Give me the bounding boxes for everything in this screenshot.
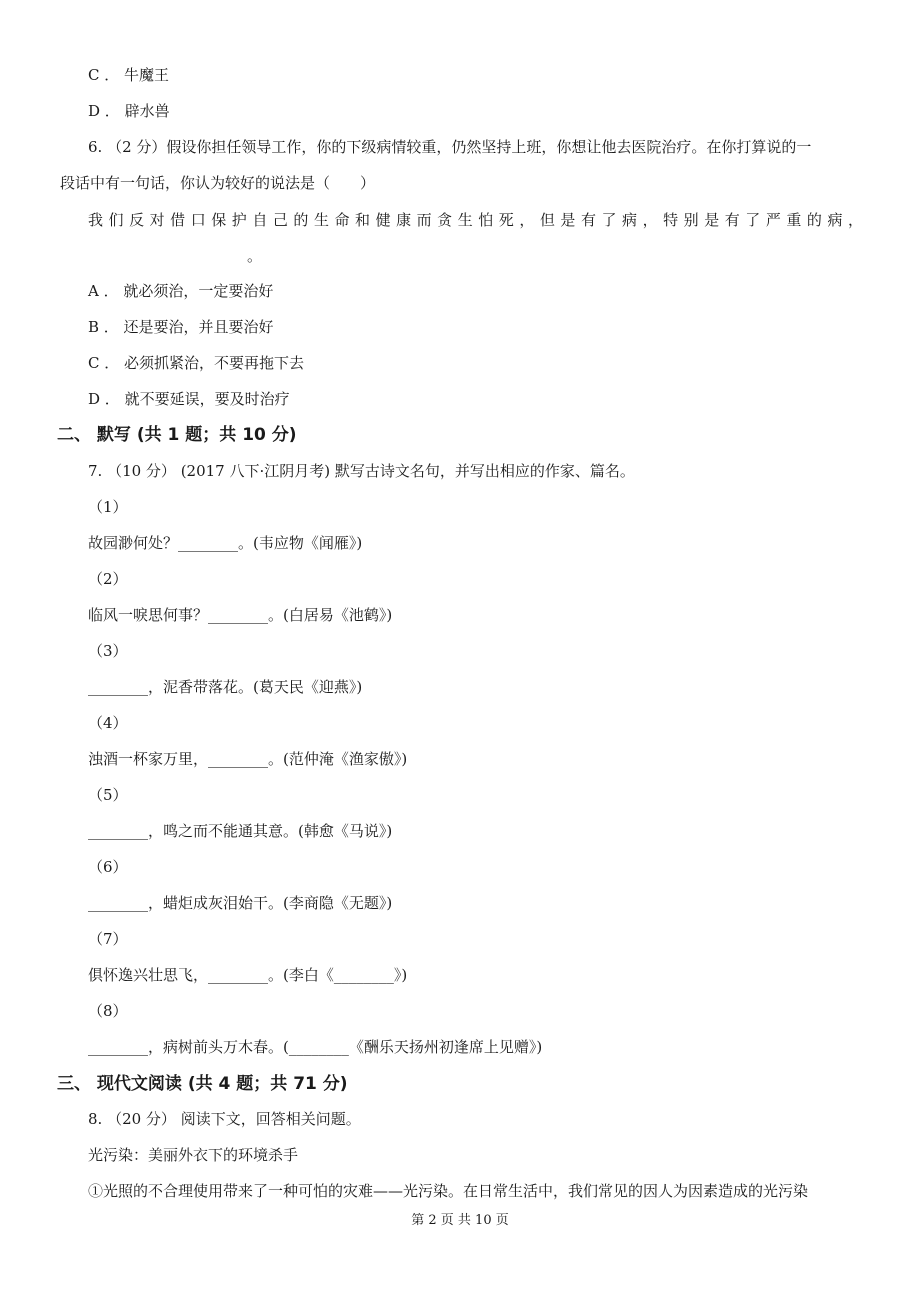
q7-sub-2-number: （2） [88,570,128,588]
q6-option-a: A ． 就必须治，一定要治好 [88,282,274,300]
q7-sub-7-number: （7） [88,930,128,948]
page-footer: 第 2 页 共 10 页 [411,1213,509,1228]
q7-sub-2-text: 临风一唳思何事？________。(白居易《池鹤》) [88,606,393,624]
q6-option-b: B ． 还是要治，并且要治好 [88,318,274,336]
q6-passage-line-2: 。 [247,247,263,265]
q7-sub-6-text: ________，蜡炬成灰泪始干。(李商隐《无题》) [88,894,393,912]
section-3-heading: 三、 现代文阅读 (共 4 题；共 71 分) [57,1074,348,1094]
q6-stem-line-2: 段话中有一句话，你认为较好的说法是（ ） [60,174,376,192]
q7-sub-8-number: （8） [88,1002,128,1020]
q7-sub-7-text: 俱怀逸兴壮思飞，________。(李白《________》) [88,966,408,984]
q6-option-c: C ． 必须抓紧治，不要再拖下去 [88,354,305,372]
q6-stem-line-1: 6. （2 分）假设你担任领导工作，你的下级病情较重，仍然坚持上班，你想让他去医院治疗。在你打算说的一 [88,138,812,156]
q7-sub-4-number: （4） [88,714,128,732]
q6-option-d: D ． 就不要延误，要及时治疗 [88,390,290,408]
q7-sub-3-text: ________，泥香带落花。(葛天民《迎燕》) [88,678,363,696]
q7-sub-8-text: ________，病树前头万木春。(________《酬乐天扬州初逢席上见赠》) [88,1038,543,1056]
q8-article-title: 光污染：美丽外衣下的环境杀手 [88,1146,299,1164]
q7-sub-1-text: 故园渺何处？________。(韦应物《闻雁》) [88,534,363,552]
q8-paragraph-1: ①光照的不合理使用带来了一种可怕的灾难——光污染。在日常生活中，我们常见的因人为因素造成的光污染 [88,1182,809,1200]
q7-sub-6-number: （6） [88,858,128,876]
q6-passage-line-1: 我们反对借口保护自己的生命和健康而贪生怕死，但是有了病，特别是有了严重的病， [88,211,864,229]
q7-stem: 7. （10 分） (2017 八下·江阴月考) 默写古诗文名句，并写出相应的作家、篇名。 [88,462,635,480]
q7-sub-5-text: ________，鸣之而不能通其意。(韩愈《马说》) [88,822,393,840]
section-2-heading: 二、 默写 (共 1 题；共 10 分) [57,425,297,445]
q7-sub-3-number: （3） [88,642,128,660]
q7-sub-1-number: （1） [88,498,128,516]
q8-stem: 8. （20 分） 阅读下文，回答相关问题。 [88,1110,361,1128]
q7-sub-5-number: （5） [88,786,128,804]
q5-option-d: D ． 辟水兽 [88,102,170,120]
q7-sub-4-text: 浊酒一杯家万里，________。(范仲淹《渔家傲》) [88,750,408,768]
q5-option-c: C ． 牛魔王 [88,66,170,84]
